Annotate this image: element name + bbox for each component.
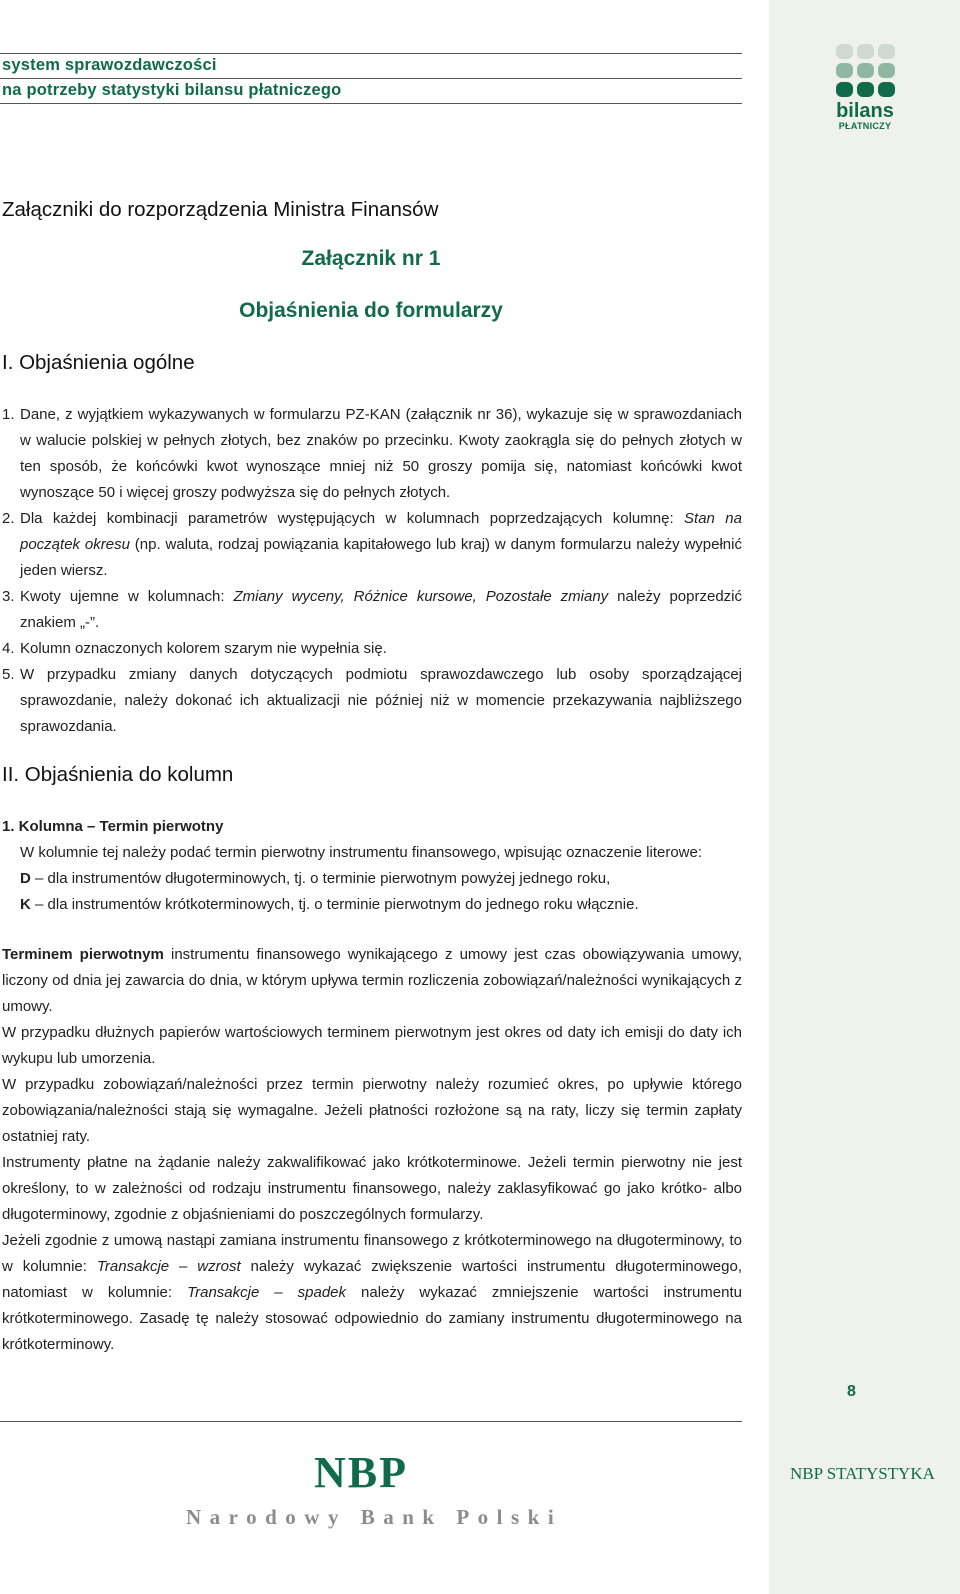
- nbp-logo-text: NBP: [314, 1448, 408, 1497]
- list-item-text: Dane, z wyjątkiem wykazywanych w formularzu PZ-KAN (załącznik nr 36), wykazuje się w sprawozdaniach w walucie polskiej w pełnych złotych, bez znaków po przecinku. Kwoty zaokrągla się do pełnych złotych w ten sposób, że końcówki kwot wynoszące mniej niż 50 groszy pomija się, natomiast końcówki kwot wynoszące 50 i więcej groszy podwyższa się do pełnych złotych.: [20, 406, 742, 501]
- logo-word: bilans: [836, 100, 894, 122]
- definition-paragraph: Terminem pierwotnym instrumentu finansowego wynikającego z umowy jest czas obowiązywania umowy, liczony od dnia jej zawarcia do dnia, w którym upływa termin rozliczenia zobowiązań/należności wynikających z umowy.: [2, 946, 743, 1015]
- list-item: [2, 662, 742, 740]
- list-item-number: 5.: [2, 666, 15, 683]
- definition-long-term: D – dla instrumentów długoterminowych, tj. o terminie pierwotnym powyżej jednego roku,: [20, 870, 611, 887]
- list-item-text: Dla każdej kombinacji parametrów występujących w kolumnach poprzedzających kolumnę: Stan na początek okresu (np. waluta, rodzaj powiązania kapitałowego lub kraj) w danym formularzu należy wypełnić jeden wiersz.: [20, 510, 742, 579]
- annex-title: Załącznik nr 1: [301, 247, 441, 270]
- paragraph-debt-securities: W przypadku dłużnych papierów wartościowych terminem pierwotnym jest okres od daty ich emisji do daty ich wykupu lub umorzenia.: [2, 1024, 742, 1067]
- logo-dot: [878, 63, 895, 78]
- general-explanations-list: [2, 402, 742, 740]
- bilans-platniczy-logo: [830, 44, 900, 131]
- logo-dot: [857, 44, 874, 59]
- list-item: [2, 636, 742, 662]
- list-item-text: Kwoty ujemne w kolumnach: Zmiany wyceny, Różnice kursowe, Pozostałe zmiany należy poprzedzić znakiem „-”.: [20, 588, 743, 631]
- list-item: [2, 402, 742, 506]
- section-heading-general: I. Objaśnienia ogólne: [2, 351, 195, 374]
- list-item: [2, 584, 742, 636]
- logo-dot: [836, 82, 853, 97]
- definition-short-term: K – dla instrumentów krótkoterminowych, tj. o terminie pierwotnym do jednego roku włącznie.: [20, 896, 639, 913]
- list-item-number: 4.: [2, 640, 15, 657]
- header-rule-bottom: [0, 103, 742, 104]
- document-title: Załączniki do rozporządzenia Ministra Finansów: [2, 198, 439, 221]
- list-item-number: 1.: [2, 406, 15, 423]
- paragraph-liabilities: W przypadku zobowiązań/należności przez termin pierwotny należy rozumieć okres, po upływie którego zobowiązania/należności stają się wymagalne. Jeżeli płatności rozłożone są na raty, liczy się termin zapłaty ostatniej raty.: [2, 1076, 742, 1145]
- logo-dot: [836, 63, 853, 78]
- bank-name: Narodowy Bank Polski: [186, 1505, 563, 1529]
- logo-subtext: PŁATNICZY: [838, 121, 892, 131]
- list-item: [2, 506, 742, 584]
- list-item-text: Kolumn oznaczonych kolorem szarym nie wypełnia się.: [20, 640, 387, 657]
- logo-dot: [878, 82, 895, 97]
- list-item-number: 3.: [2, 588, 15, 605]
- columns-explanations: [2, 814, 742, 1358]
- header-line-2: na potrzeby statystyki bilansu płatniczego: [2, 81, 342, 99]
- bilans-dots-icon: [830, 44, 900, 97]
- column-intro: W kolumnie tej należy podać termin pierwotny instrumentu finansowego, wpisując oznaczenie literowe:: [20, 844, 703, 861]
- annex-subtitle: Objaśnienia do formularzy: [239, 299, 503, 322]
- logo-dot: [857, 82, 874, 97]
- list-item-number: 2.: [2, 510, 15, 527]
- page-number: 8: [847, 1383, 856, 1400]
- header-rule-top: [0, 53, 742, 54]
- logo-dot: [836, 44, 853, 59]
- footer-rule: [0, 1421, 742, 1422]
- header-line-1: system sprawozdawczości: [2, 56, 217, 74]
- paragraph-on-demand: Instrumenty płatne na żądanie należy zakwalifikować jako krótkoterminowe. Jeżeli termin pierwotny nie jest określony, to w zależności od rodzaju instrumentu finansowego, należy zaklasyfikować go jako krótko- albo długoterminowy, zgodnie z objaśnieniami do poszczególnych formularzy.: [2, 1154, 742, 1223]
- list-item-text: W przypadku zmiany danych dotyczących podmiotu sprawozdawczego lub osoby sporządzającej sprawozdanie, należy dokonać ich aktualizacji nie później niż w momencie przekazywania najbliższego sprawozdania.: [20, 666, 742, 735]
- column-heading: 1. Kolumna – Termin pierwotny: [2, 818, 224, 835]
- logo-dot: [878, 44, 895, 59]
- header-rule-middle: [0, 78, 742, 79]
- section-heading-columns: II. Objaśnienia do kolumn: [2, 763, 234, 786]
- logo-dot: [857, 63, 874, 78]
- nbp-statystyka-label: NBP STATYSTYKA: [790, 1464, 935, 1483]
- paragraph-conversion: Jeżeli zgodnie z umową nastąpi zamiana instrumentu finansowego z krótkoterminowego na długoterminowy, to w kolumnie: Transakcje – wzrost należy wykazać zwiększenie wartości instrumentu długoterminowego, natomiast w kolumnie: Transakcje – spadek należy wykazać zmniejszenie wartości instrumentu krótkoterminowego. Zasadę tę należy stosować odpowiednio do zamiany instrumentu długoterminowego na krótkoterminowy.: [2, 1232, 743, 1353]
- right-sidebar: [769, 0, 960, 1594]
